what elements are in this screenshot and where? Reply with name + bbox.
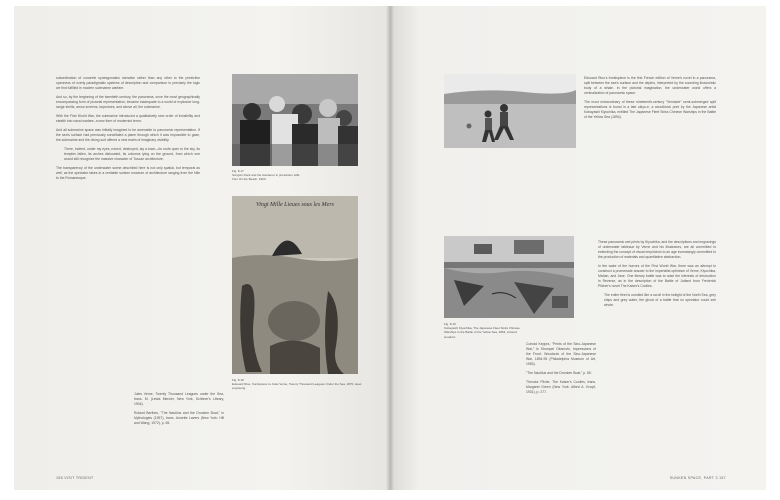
left-folio: 156 VISIT TRIDENT bbox=[56, 476, 94, 480]
book-gutter bbox=[386, 6, 394, 490]
blockquote: The entire fleet is unrolled like a scroll in the twilight of the North Sea, grey ships and grey water, the ghost of a battle that no spectator could see whole. bbox=[604, 293, 716, 307]
right-page bbox=[390, 6, 766, 490]
paragraph: The most extraordinary of these nineteenth-century "Verniade" semi-submerged split representations is found in a late ukiyo-e, a woodblock print by the Japanese artist Kobayashi Kiyochika, entitled The Japanese Fleet Sinks Chinese Warships in the Battle of the Yellow Sea (1894). bbox=[584, 100, 716, 119]
left-text-column bbox=[56, 76, 200, 185]
woodblock-figure bbox=[444, 236, 574, 318]
book-spread bbox=[14, 6, 766, 490]
photo-figure bbox=[232, 74, 358, 166]
engraving-title: Vingt Mille Lieues sous les Mers bbox=[255, 202, 335, 208]
footnote: Theodor Plivier, The Kaiser's Coolies, trans. Margaret Green (New York: Alfred A. Knopf, 1931), p. 277. bbox=[526, 380, 596, 394]
right-footnotes bbox=[526, 342, 596, 399]
left-footnotes bbox=[134, 392, 224, 430]
paragraph: These panoramic wet prints by Kiyochika, and the descriptions and engravings of underwater tableaux by Verne and his illustrators, are all committed to extending the concept of visual empiricism to an age increasingly committed to the production of materials and quantitative abstraction. bbox=[598, 240, 716, 259]
photo-figure bbox=[444, 74, 576, 148]
paragraph: And all submarine space was initially imagined to be amenable to panoramic representation. If the sea's surface had previously constituted a plane through which it was impossible to gaze, the submarine and the diving suit offered a new realm of imaginary visibility. bbox=[56, 128, 200, 142]
paragraph: With the First World War, the submarine introduced a qualitatively new order of invisibility and stealth into naval warfare, a new form of modernist terror. bbox=[56, 114, 200, 123]
footnote: Jules Verne, Twenty Thousand Leagues under the Sea, trans. M. (Lewis Mercier, New York, Scribner's Library, 1904). bbox=[134, 392, 224, 406]
beach-photo-image bbox=[444, 74, 576, 148]
right-mid-column bbox=[598, 240, 716, 312]
crowd-photo-image bbox=[232, 74, 358, 166]
paragraph: subordination of concrete synesgonatics narrative rather than any other to the predictive openness of overly paradigmatic systems of description and comparison in precisely the logic we find fulfilled in modern submarine warfare. bbox=[56, 76, 200, 90]
footnote: Conrad Keppra, "Prints of the Sino-Japanese War," in Shumpei Okamoto, Impressions of the Front: Woodcuts of the Sino-Japanese War, 1894-95 (Philadelphia Museum of Art, 1983). bbox=[526, 342, 596, 366]
right-top-column bbox=[584, 76, 716, 124]
kiyochika-woodblock-image bbox=[444, 236, 574, 318]
figure-caption: Fig. 8.18 Edouard Riou, frontispiece to Jules Verne, Twenty Thousand Leagues Under the Sea, 1870, steel engraving. bbox=[232, 378, 362, 391]
right-folio: SUNKEN SPACE, PART 3 157 bbox=[669, 476, 726, 480]
engraving-figure bbox=[232, 196, 358, 374]
paragraph: In the wake of the horrors of the First World War, there was an attempt to construct a promenade answer to the imperialist optimism of Verne, Kiyochika, Mahan, and Jane. One literary battle was to raise the interests of destruction in Reverse, as in the description of the Battle of Jutland from Frederick Pilcher's novel The Kaiser's Coolies. bbox=[598, 264, 716, 288]
figure-caption: Fig. 8.19 Kobayashi Kiyochika, The Japanese Fleet Sinks Chinese Warships in the Battle of the Yellow Sea, 1894, colored woodcut. bbox=[444, 322, 520, 339]
paragraph: And so, by the beginning of the twentieth century, the panorama, once the most geographically encompassing form of pictorial representation, became inadequate to a world of explosive long-range shells, arrow screens, torpedoes, and above all, the submarine. bbox=[56, 95, 200, 109]
footnote: "The Nautilus and the Drunken Boat," p. 65. bbox=[526, 371, 592, 375]
left-page bbox=[14, 6, 390, 490]
verne-engraving-image bbox=[232, 196, 358, 374]
paragraph: Edouard Riou's frontispiece is the first French edition of Verne's novel in a panorama, split between the sea's surface and the depths, interpreted by the sounding illusionistic body of a whale. In the pictorial imagination, the underwater world offers a verticalization of panoramic space. bbox=[584, 76, 716, 95]
blockquote: There, indeed, under my eyes, ruined, destroyed, lay a town—its roofs open to the sky, its temples fallen, its arches dislocated, its columns lying on the ground, from which one would still recognize the massive character of Tuscan architecture. bbox=[64, 147, 200, 161]
figure-caption: Fig. 8.17 Songsin Rock and the Gardener in production stills from On the Beach, 1960. bbox=[232, 169, 300, 182]
footnote: Roland Barthes, "The Nautilus and the Drunken Boat," in Mythologies (1957), trans. Annette Lavers (New York: Hill and Wang, 1972), p. 65. bbox=[134, 411, 224, 425]
paragraph: The transparency of the underwater scene described here is not only spatial, but temporal as well, as the spectator takes in a veritable sunken museum of architecture ranging from the Nile to the Romanesque. bbox=[56, 166, 200, 180]
